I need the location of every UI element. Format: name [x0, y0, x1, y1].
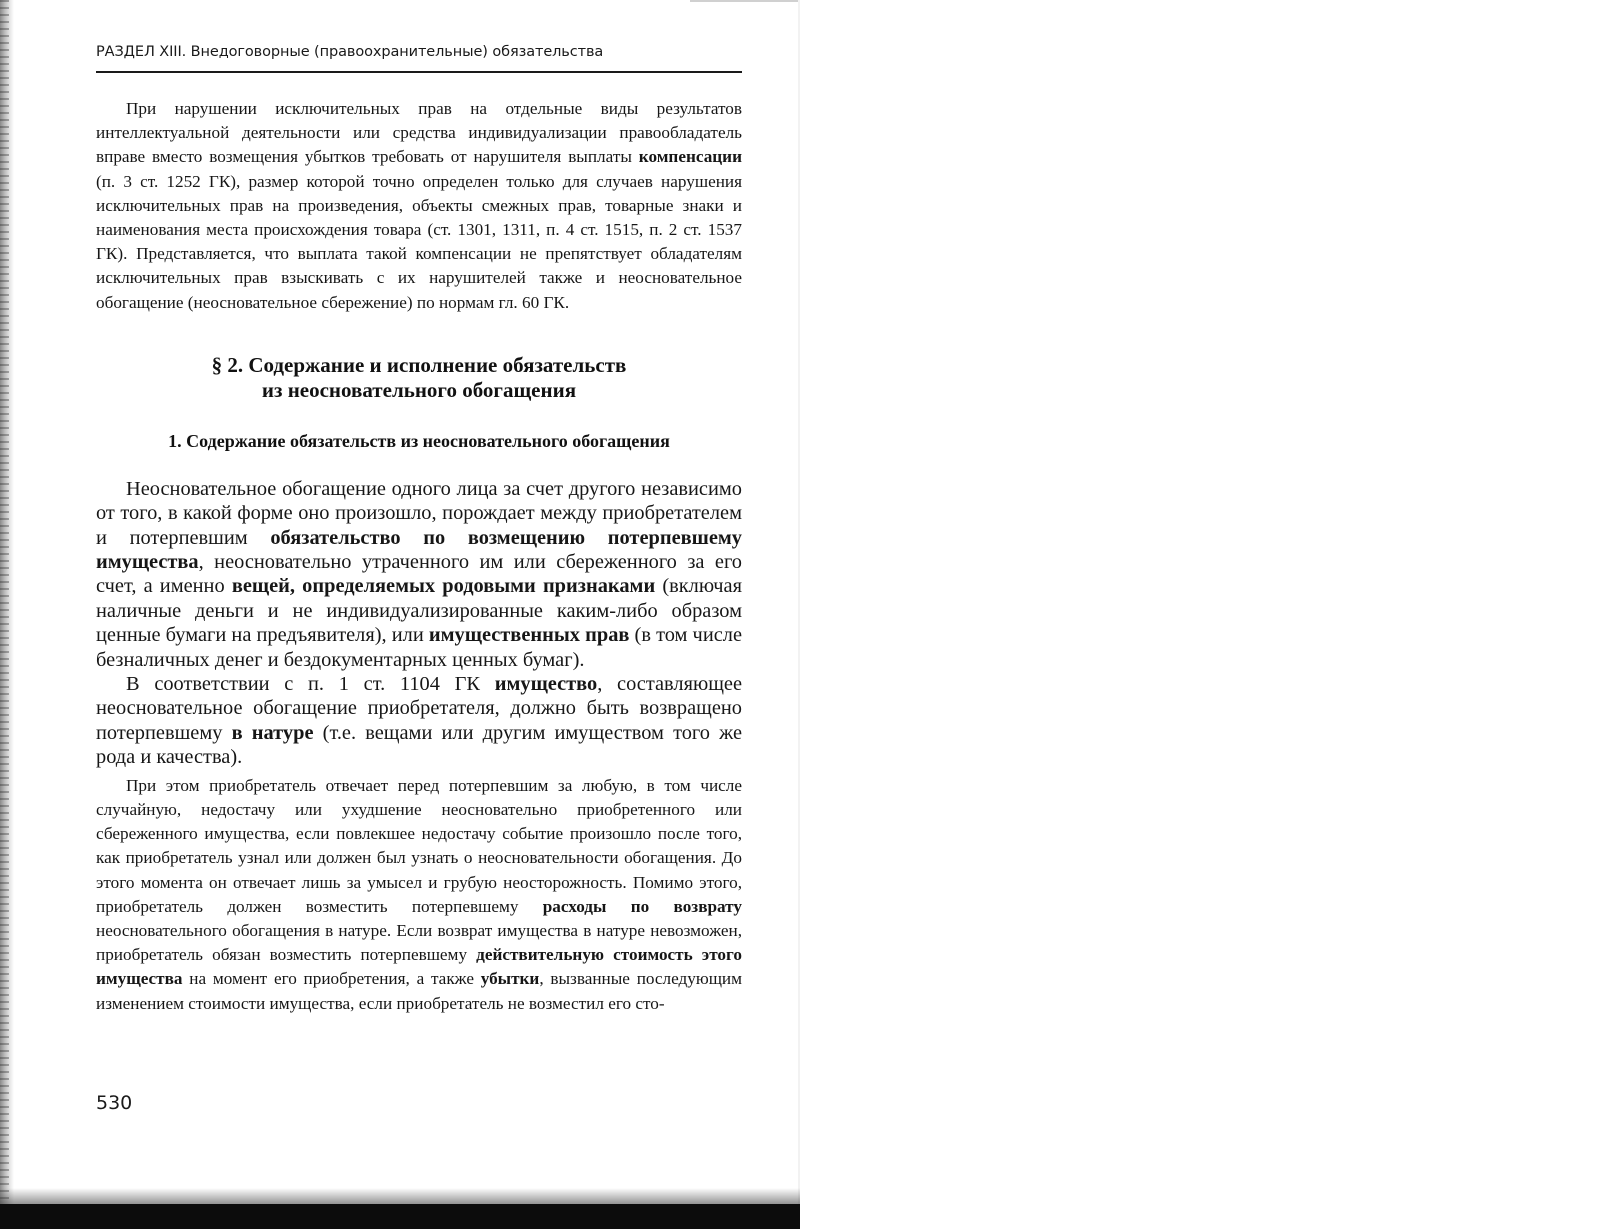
bold-term: убытки [480, 969, 540, 989]
text-run: (п. 3 ст. 1252 ГК), размер которой точно определен только для случаев нарушения исключительных прав на произведения, объекты смежных прав, товарные знаки и наименования места происхождения товара (ст. 1301, 1311, п. 4 ст. 1515, п. 2 ст. 1537 ГК). Представляется, что выплата такой компенсации не препятствует обладателям исключительных прав взыскивать с их нарушителей также и неосновательное обогащение (неосновательное сбережение) по нормам гл. 60 ГК. [96, 171, 742, 312]
text-run: (т.е. вещами или другим имуществом того же рода и качества). [96, 721, 742, 769]
page-number: 530 [96, 1092, 133, 1114]
text-run: Неосновательное обогащение одного лица за счет другого независимо от того, в какой форме оно произошло, порождает между приобретателем и потерпевшим [96, 477, 742, 549]
scan-shadow-bottom [0, 1188, 800, 1204]
bold-term: имущество [494, 673, 598, 696]
text-run: на момент его приобретения, а также [182, 969, 481, 989]
bold-term: обязательство по возмещению потерпевшему имущества [96, 526, 742, 574]
text-run: В соответствии с п. 1 ст. 1104 ГК [126, 673, 495, 696]
bold-term: имущественных прав [428, 624, 630, 647]
running-head: РАЗДЕЛ XIII. Внедоговорные (правоохранительные) обязательства [96, 44, 604, 60]
bold-term: действительную стоимость этого имущества [96, 945, 742, 989]
text-run: При нарушении исключительных прав на отдельные виды результатов интеллектуальной деятельности или средства индивидуализации правообладатель вправе вместо возмещения убытков требовать от нарушителя выплаты [96, 99, 742, 167]
text-run: (в том числе безналичных денег и бездокументарных ценных бумаг). [96, 624, 743, 671]
scan-dark-strip [0, 1204, 800, 1229]
section-title-line-1: § 2. Содержание и исполнение обязательств [211, 352, 627, 377]
text-run: неосновательного обогащения в натуре. Если возврат имущества в натуре невозможен, приобретатель обязан возместить потерпевшему [96, 920, 742, 965]
bold-term: вещей, определяемых родовыми признаками [231, 575, 656, 598]
paragraph-2 [96, 672, 742, 770]
bold-term: в натуре [231, 721, 314, 744]
text-run: , составляющее неосновательное обогащение приобретателя, должно быть возвращено потерпевшему [96, 673, 742, 744]
text-run: При этом приобретатель отвечает перед потерпевшим за любую, в том числе случайную, недостачу или ухудшение неосновательно приобретенного или сбереженного имущества, если повлекшее недостачу событие произошло после того, как приобретатель узнал или должен был узнать о неосновательности обогащения. До этого момента он отвечает лишь за умысел и грубую неосторожность. Помимо этого, приобретатель должен возместить потерпевшему [96, 775, 742, 916]
subsection-title: 1. Содержание обязательств из неосновательного обогащения [168, 430, 670, 451]
text-run: (включая наличные деньги и не индивидуализированные каким-либо образом ценные бумаги на предъявителя), или [96, 575, 742, 647]
paragraph-1 [96, 477, 742, 672]
spacer [96, 453, 742, 477]
page-body [96, 97, 742, 1016]
paragraph-3 [96, 774, 742, 1016]
bold-term: расходы по возврату [542, 896, 742, 916]
scan-artifact-top [690, 0, 800, 2]
section-title-line-2: из неосновательного обогащения [261, 377, 577, 402]
text-run: , вызванные последующим изменением стоимости имущества, если приобретатель не возместил его сто- [96, 969, 743, 1013]
bold-term: компенсации [638, 147, 742, 167]
binding-texture [0, 0, 9, 1229]
section-title [96, 353, 742, 403]
intro-paragraph [96, 97, 742, 315]
running-head-rule [96, 71, 742, 73]
text-run: , неосновательно утраченного им или сбереженного за его счет, а именно [96, 551, 742, 598]
scan-page-edge [798, 0, 800, 1229]
